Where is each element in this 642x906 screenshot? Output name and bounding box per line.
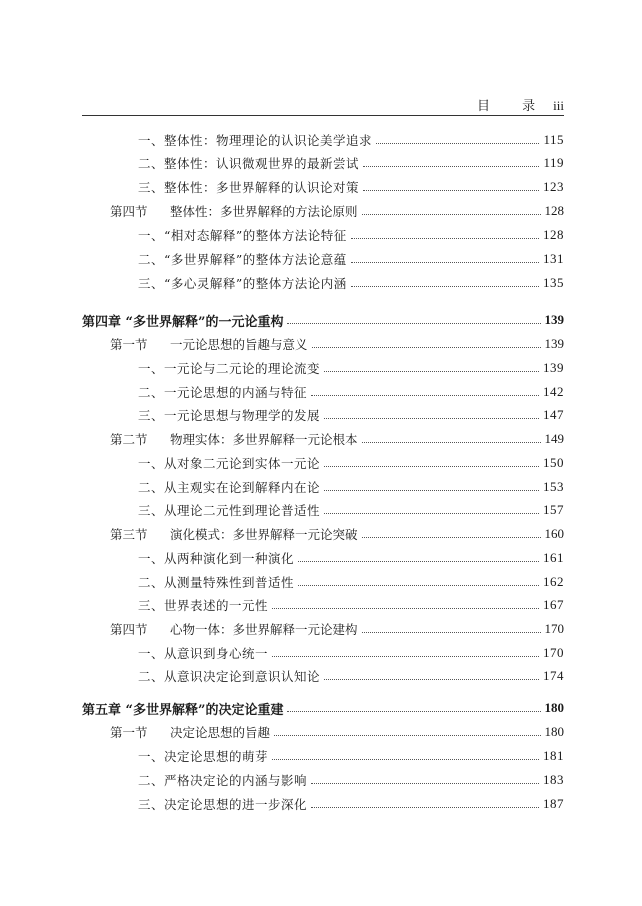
toc-entry-title: 演化模式：多世界解释一元论突破	[170, 527, 358, 542]
toc-entry-title: 二、“多世界解释”的整体方法论意蕴	[138, 252, 347, 267]
toc-page-number: 180	[544, 724, 564, 739]
toc-page-number: 150	[543, 455, 564, 470]
toc-subsection-entry	[0, 176, 564, 198]
toc-section-entry	[0, 200, 564, 222]
toc-dot-leader	[272, 608, 539, 609]
toc-entry-title: 一元论思想的旨趣与意义	[170, 337, 308, 352]
toc-page-number: 115	[543, 132, 564, 147]
toc-page-number: 170	[543, 645, 564, 660]
toc-dot-leader	[351, 238, 539, 239]
toc-entry-title: 第四章 “多世界解释”的一元论重构	[82, 314, 284, 330]
toc-dot-leader	[311, 395, 539, 396]
toc-page-number: 123	[543, 179, 564, 194]
toc-section-number: 第四节	[110, 204, 148, 219]
toc-dot-leader	[362, 442, 541, 443]
toc-section-heading	[110, 202, 358, 220]
toc-chapter-entry	[0, 697, 564, 719]
toc-page-number: 139	[544, 336, 564, 351]
toc-subsection-entry	[0, 224, 564, 246]
toc-dot-leader	[287, 323, 540, 324]
header-title: 目 录	[477, 99, 550, 114]
toc-dot-leader	[363, 166, 539, 167]
toc-section-entry	[0, 428, 564, 450]
toc-dot-leader	[272, 656, 539, 657]
toc-entry-title: 一、“相对态解释”的整体方法论特征	[138, 228, 347, 243]
toc-dot-leader	[351, 286, 539, 287]
toc-dot-leader	[351, 262, 539, 263]
toc-page-number: 131	[543, 251, 564, 266]
toc-dot-leader	[324, 418, 539, 419]
toc-chapter-entry	[0, 309, 564, 331]
toc-page-number: 160	[544, 526, 564, 541]
toc-page-number: 139	[543, 360, 564, 375]
toc-entry-title: 三、世界表述的一元性	[138, 598, 269, 613]
toc-entry-title: 一、一元论与二元论的理论流变	[138, 361, 321, 376]
toc-entry-title: 一、从两种演化到一种演化	[138, 551, 295, 566]
toc-subsection-entry	[0, 476, 564, 498]
toc-section-heading	[110, 723, 270, 741]
toc-subsection-entry	[0, 769, 564, 791]
toc-subsection-entry	[0, 129, 564, 151]
toc-subsection-entry	[0, 272, 564, 294]
toc-entry-title: 二、严格决定论的内涵与影响	[138, 773, 308, 788]
toc-entry-title: 二、从意识决定论到意识认知论	[138, 669, 321, 684]
toc-section-number: 第一节	[110, 337, 148, 352]
toc-subsection-entry	[0, 357, 564, 379]
toc-page-number: 139	[544, 312, 564, 327]
toc-entry-title: 一、从对象二元论到实体一元论	[138, 456, 321, 471]
toc-subsection-entry	[0, 594, 564, 616]
toc-subsection-entry	[0, 381, 564, 403]
toc-page-number: 128	[543, 227, 564, 242]
toc-entry-title: 物理实体：多世界解释一元论根本	[170, 432, 358, 447]
toc-dot-leader	[362, 632, 541, 633]
toc-page-number: 167	[543, 597, 564, 612]
toc-dot-leader	[363, 190, 539, 191]
toc-section-entry	[0, 333, 564, 355]
toc-dot-leader	[312, 347, 541, 348]
toc-dot-leader	[324, 513, 539, 514]
toc-dot-leader	[311, 807, 539, 808]
toc-page-number: 187	[543, 796, 564, 811]
toc-entry-title: 一、从意识到身心统一	[138, 646, 269, 661]
toc-dot-leader	[324, 490, 539, 491]
toc-dot-leader	[311, 783, 539, 784]
toc-subsection-entry	[0, 745, 564, 767]
toc-dot-leader	[272, 759, 539, 760]
toc-entry-title: 第五章 “多世界解释”的决定论重建	[82, 702, 284, 718]
toc-section-number: 第三节	[110, 527, 148, 542]
toc-dot-leader	[298, 561, 539, 562]
toc-page-number: 149	[544, 431, 564, 446]
toc-dot-leader	[362, 214, 541, 215]
toc-dot-leader	[324, 679, 539, 680]
toc-page-number: 128	[544, 203, 564, 218]
toc-subsection-entry	[0, 152, 564, 174]
toc-page-number: 174	[543, 668, 564, 683]
toc-section-number: 第二节	[110, 432, 148, 447]
toc-page-number: 142	[543, 384, 564, 399]
toc-section-heading	[110, 335, 308, 353]
toc-page-number: 183	[543, 772, 564, 787]
toc-subsection-entry	[0, 404, 564, 426]
toc-section-entry	[0, 721, 564, 743]
toc-entry-title: 三、“多心灵解释”的整体方法论内涵	[138, 276, 347, 291]
toc-subsection-entry	[0, 793, 564, 815]
toc-dot-leader	[324, 371, 539, 372]
toc-entry-title: 决定论思想的旨趣	[170, 725, 271, 740]
toc-entry-title: 三、一元论思想与物理学的发展	[138, 408, 321, 423]
toc-page-number: 161	[543, 550, 564, 565]
toc-section-heading	[110, 620, 358, 638]
toc-section-number: 第四节	[110, 622, 148, 637]
toc-page-number: 119	[543, 155, 564, 170]
toc-subsection-entry	[0, 571, 564, 593]
toc-entry-title: 整体性：多世界解释的方法论原则	[170, 204, 358, 219]
toc-dot-leader	[298, 585, 539, 586]
toc-entry-title: 三、决定论思想的进一步深化	[138, 797, 308, 812]
toc-page-number: 157	[543, 502, 564, 517]
toc-dot-leader	[362, 537, 541, 538]
toc-entry-title: 心物一体：多世界解释一元论建构	[170, 622, 358, 637]
toc-dot-leader	[376, 143, 539, 144]
toc-page-number: 181	[543, 748, 564, 763]
toc-subsection-entry	[0, 452, 564, 474]
toc-subsection-entry	[0, 499, 564, 521]
toc-page-number: 180	[544, 700, 564, 715]
toc-page-number: 170	[544, 621, 564, 636]
toc-page-number: 162	[543, 574, 564, 589]
toc-page-number: 147	[543, 407, 564, 422]
toc-page-number: 135	[543, 275, 564, 290]
toc-entry-title: 二、整体性：认识微观世界的最新尝试	[138, 156, 360, 171]
toc-subsection-entry	[0, 547, 564, 569]
toc-entry-title: 二、一元论思想的内涵与特征	[138, 385, 308, 400]
toc-page-number: 153	[543, 479, 564, 494]
toc-section-entry	[0, 523, 564, 545]
toc-subsection-entry	[0, 642, 564, 664]
toc-entry-title: 一、整体性：物理理论的认识论美学追求	[138, 133, 373, 148]
toc-section-heading	[110, 525, 358, 543]
toc-entry-title: 一、决定论思想的萌芽	[138, 749, 269, 764]
toc-section-number: 第一节	[110, 725, 148, 740]
toc-dot-leader	[287, 711, 540, 712]
toc-dot-leader	[324, 466, 539, 467]
toc-dot-leader	[274, 735, 540, 736]
toc-section-entry	[0, 618, 564, 640]
toc-section-heading	[110, 430, 358, 448]
toc-entry-title: 三、从理论二元性到理论普适性	[138, 503, 321, 518]
toc-entry-title: 二、从测量特殊性到普适性	[138, 575, 295, 590]
toc-entry-title: 二、从主观实在论到解释内在论	[138, 480, 321, 495]
toc-subsection-entry	[0, 665, 564, 687]
header-page-number: iii	[553, 98, 564, 113]
toc-subsection-entry	[0, 248, 564, 270]
toc-entry-title: 三、整体性：多世界解释的认识论对策	[138, 180, 360, 195]
running-header	[82, 95, 564, 116]
